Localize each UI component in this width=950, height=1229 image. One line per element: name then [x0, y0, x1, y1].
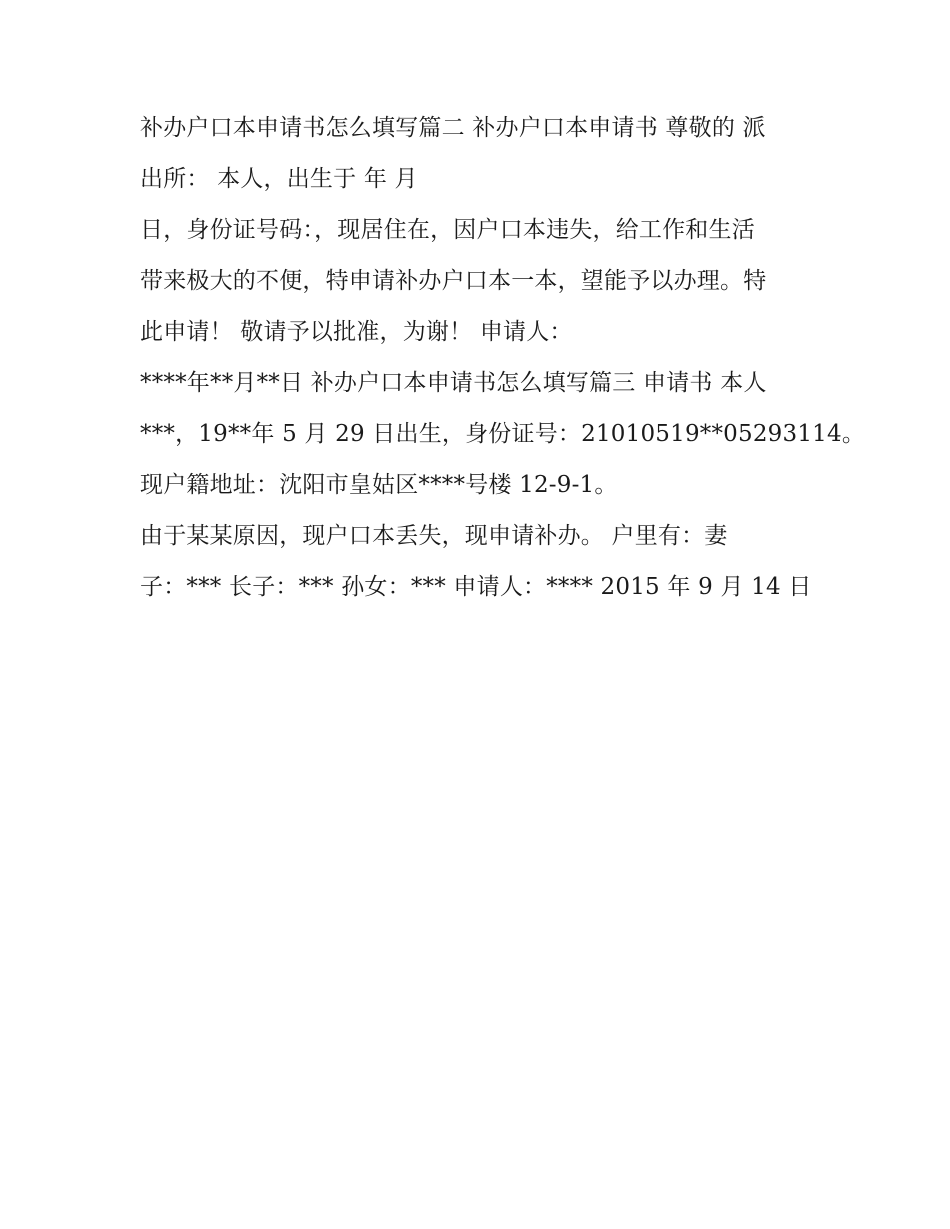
text-line: 子：*** 长子：*** 孙女：*** 申请人：**** 2015 年 9 月 14 日	[140, 574, 812, 600]
text-line: ****年**月**日 补办户口本申请书怎么填写篇三 申请书 本人	[140, 370, 767, 396]
text-line: ***，19**年 5 月 29 日出生，身份证号：21010519**05293114。	[140, 421, 866, 447]
text-line: 补办户口本申请书怎么填写篇二 补办户口本申请书 尊敬的 派	[140, 115, 766, 141]
text-line: 此申请！ 敬请予以批准，为谢！ 申请人：	[140, 319, 573, 345]
document-body	[140, 108, 866, 618]
text-line: 出所： 本人，出生于 年 月	[140, 166, 418, 192]
text-line: 带来极大的不便，特申请补办户口本一本，望能予以办理。特	[140, 268, 767, 294]
text-line: 现户籍地址：沈阳市皇姑区****号楼 12-9-1。	[140, 472, 618, 498]
text-line: 由于某某原因，现户口本丢失，现申请补办。 户里有：妻	[140, 523, 728, 549]
text-line: 日，身份证号码：，现居住在，因户口本违失，给工作和生活	[140, 217, 755, 243]
